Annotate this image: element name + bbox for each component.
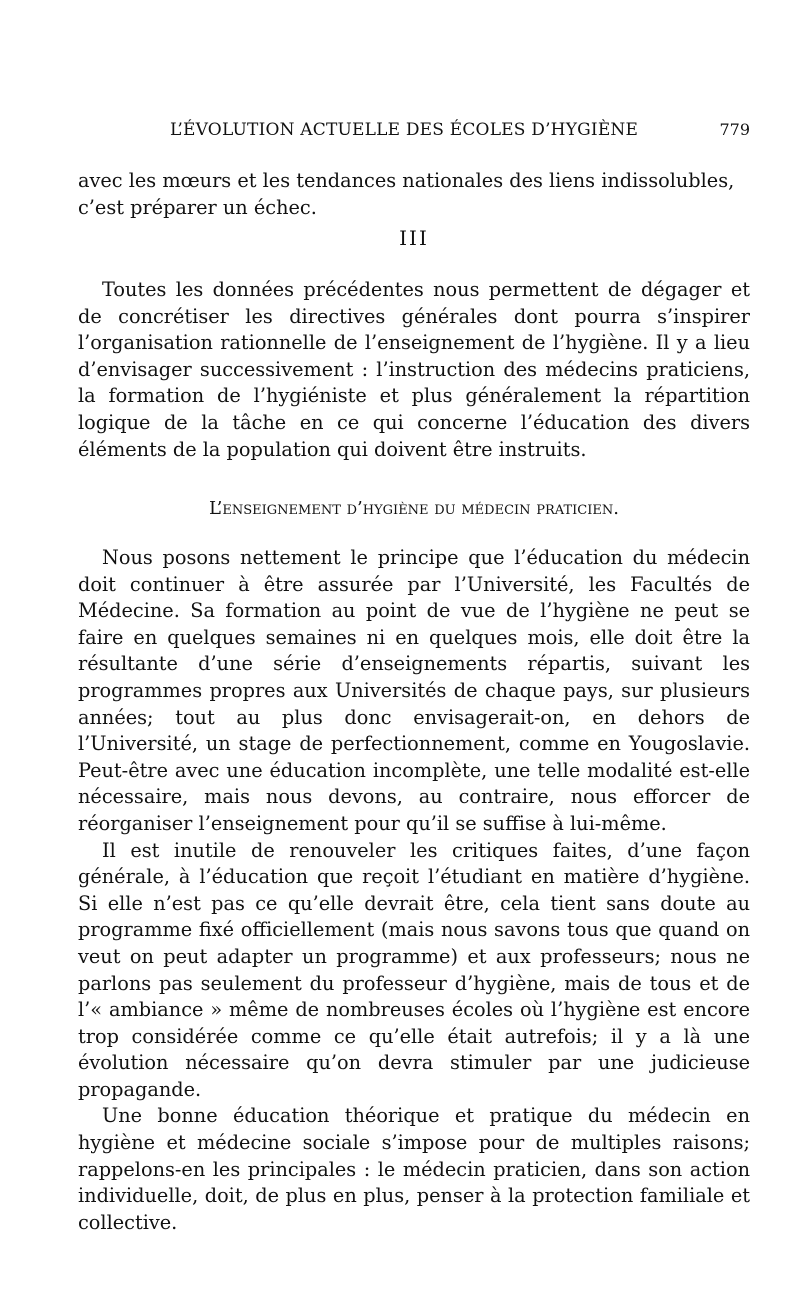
section-subheading: L’enseignement d’hygiène du médecin praticien. <box>209 498 619 519</box>
section-intro-block <box>78 277 750 463</box>
main-text-block <box>78 545 750 1236</box>
paragraph-2: Nous posons nettement le principe que l’éducation du médecin doit continuer à être assurée par l’Université, les Facultés de Médecine. Sa formation au point de vue de l’hygiène ne peut se faire en quelques semaines ni en quelques mois, elle doit être la résultante d’une série d’enseignements répartis, suivant les programmes propres aux Universités de chaque pays, sur plusieurs années; tout au plus donc envisagerait-on, en dehors de l’Université, un stage de perfectionnement, comme en Yougoslavie. Peut-être avec une éducation incomplète, une telle modalité est-elle nécessaire, mais nous devons, au contraire, nous efforcer de réorganiser l’enseignement pour qu’il se suffise à lui-même. <box>78 546 750 835</box>
paragraph-1: Toutes les données précédentes nous permettent de dégager et de concrétiser les directives générales dont pourra s’inspirer l’organisation rationnelle de l’enseignement de l’hygiène. Il y a lieu d’envisager successivement : l’instruction des médecins praticiens, la formation de l’hygiéniste et plus généralement la répartition logique de la tâche en ce qui concerne l’éducation des divers éléments de la population qui doivent être instruits. <box>78 278 750 461</box>
page-number: 779 <box>719 120 750 139</box>
continuation-block <box>78 168 750 221</box>
section-number: III <box>399 226 429 250</box>
running-head <box>78 120 750 150</box>
continuation-paragraph: avec les mœurs et les tendances nationales des liens indissolubles, c’est préparer un échec. <box>78 169 735 219</box>
paragraph-4: Une bonne éducation théorique et pratique du médecin en hygiène et médecine sociale s’impose pour de multiples raisons; rappelons-en les principales : le médecin praticien, dans son action individuelle, doit, de plus en plus, penser à la protection familiale et collective. <box>78 1104 750 1234</box>
running-title: L’ÉVOLUTION ACTUELLE DES ÉCOLES D’HYGIÈNE <box>170 120 639 140</box>
paragraph-3: Il est inutile de renouveler les critiques faites, d’une façon générale, à l’éducation que reçoit l’étudiant en matière d’hygiène. Si elle n’est pas ce qu’elle devrait être, cela tient sans doute au programme fixé officiellement (mais nous savons tous que quand on veut on peut adapter un programme) et aux professeurs; nous ne parlons pas seulement du professeur d’hygiène, mais de tous et de l’« ambiance » même de nombreuses écoles où l’hygiène est encore trop considérée comme ce qu’elle était autrefois; il y a là une évolution nécessaire qu’on devra stimuler par une judicieuse propagande. <box>78 838 750 1101</box>
